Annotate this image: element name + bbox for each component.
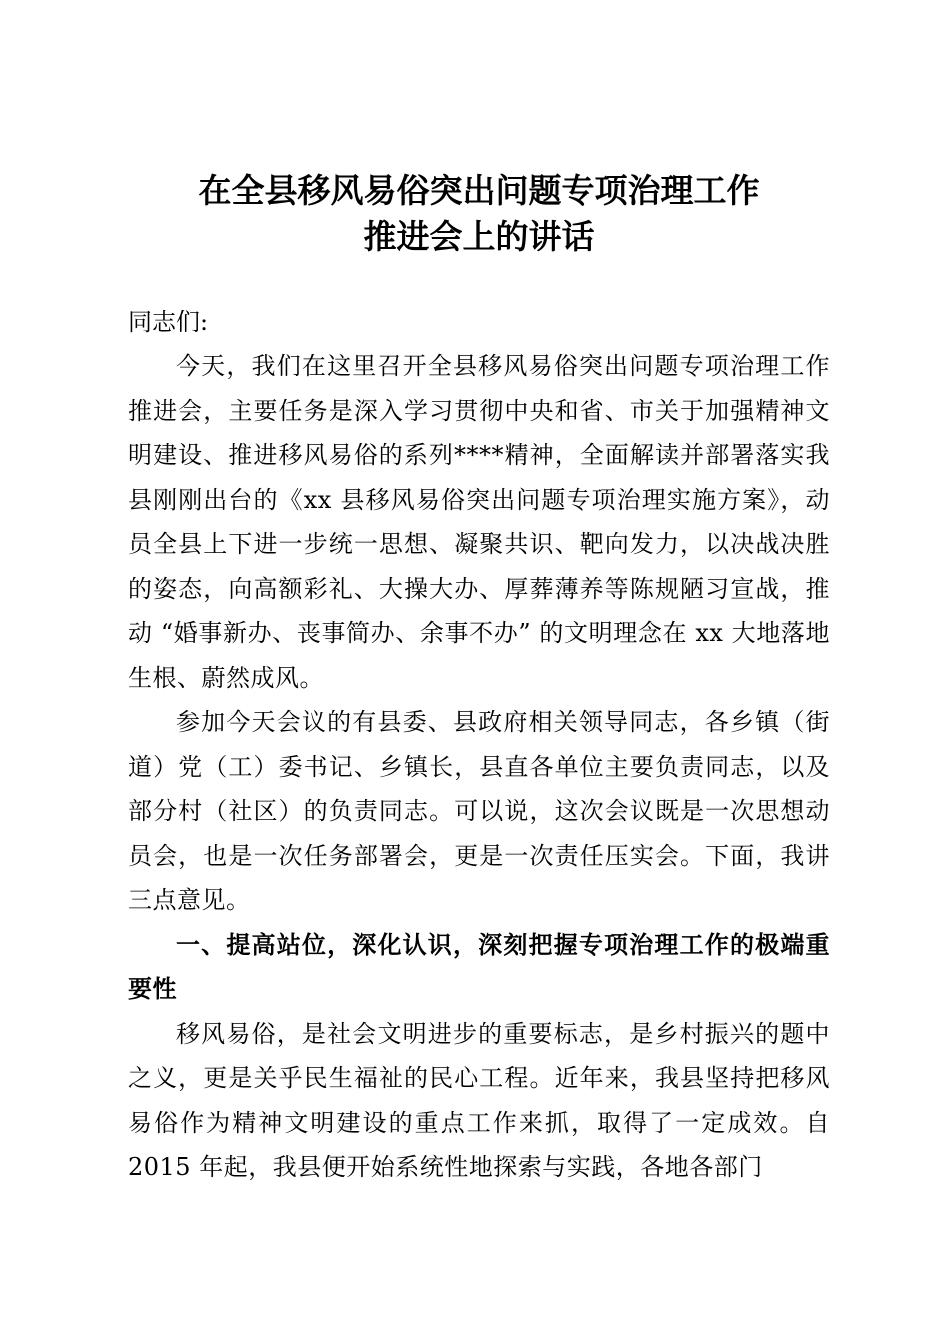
title-line-2: 推进会上的讲话 [363, 217, 595, 256]
paragraph-attendees: 参加今天会议的有县委、县政府相关领导同志，各乡镇（街道）党（工）委书记、乡镇长，县直各单位主要负责同志，以及部分村（社区）的负责同志。可以说，这次会议既是一次思想动员会，也是一次任务部署会，更是一次责任压实会。下面，我讲三点意见。 [128, 708, 830, 914]
section-heading-1: 一、提高站位，深化认识，深刻把握专项治理工作的极端重要性 [128, 930, 830, 1003]
salutation: 同志们: [128, 308, 209, 336]
section-1-paragraph: 移风易俗，是社会文明进步的重要标志，是乡村振兴的题中之义，更是关乎民生福祉的民心工程。近年来，我县坚持把移风易俗作为精神文明建设的重点工作来抓，取得了一定成效。自 2015 年起，我县便开始系统性地探索与实践，各地各部门 [128, 1019, 830, 1181]
paragraph-opening: 今天，我们在这里召开全县移风易俗突出问题专项治理工作推进会，主要任务是深入学习贯彻中央和省、市关于加强精神文明建设、推进移风易俗的系列****精神，全面解读并部署落实我县刚刚出台的《xx 县移风易俗突出问题专项治理实施方案》，动员全县上下进一步统一思想、凝聚共识、靶向发力，以决战决胜的姿态，向高额彩礼、大操大办、厚葬薄养等陈规陋习宣战，推动 “婚事新办、丧事简办、余事不办” 的文明理念在 xx 大地落地生根、蔚然成风。 [128, 352, 830, 692]
document-title [128, 168, 830, 260]
title-line-1: 在全县移风易俗突出问题专项治理工作 [198, 171, 760, 210]
document-page [128, 168, 830, 1190]
